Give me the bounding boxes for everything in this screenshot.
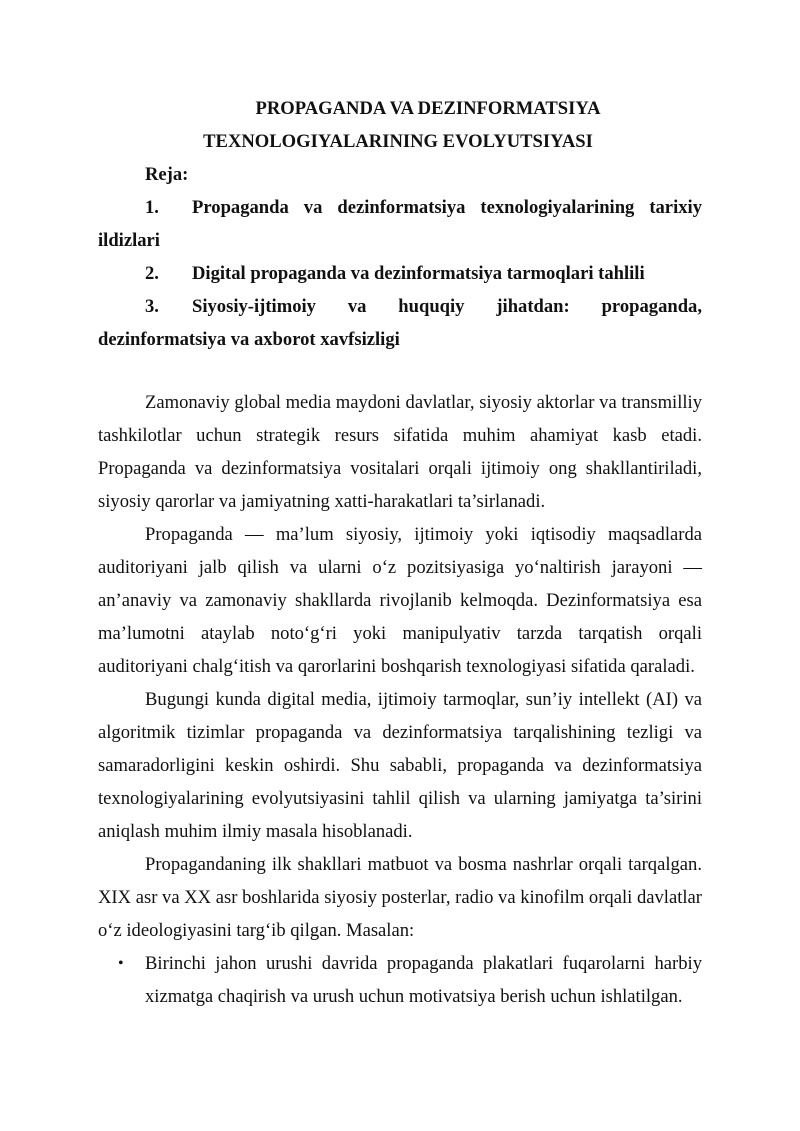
title-line-2: TEXNOLOGIYALARINING EVOLYUTSIYASI [203,131,593,152]
body-paragraph-1: Zamonaviy global media maydoni davlatlar, siyosiy aktorlar va transmilliy tashkilotlar uchun strategik resurs sifatida muhim ahamiyat kasb etadi. Propaganda va dezinformatsiya vositalari orqali ijtimoiy ong shakllantiriladi, siyosiy qarorlar va jamiyatning xatti-harakatlari ta’sirlanadi. [98,392,702,512]
plan-item-number: 1. [145,197,159,218]
plan-item-3 [98,290,702,356]
document-page [98,92,702,1013]
bullet-item-1 [98,947,702,1013]
plan-item-2 [98,257,702,290]
plan-item-text: Propaganda va dezinformatsiya texnologiyalarining tarixiy ildizlari [98,197,702,251]
bullet-text: Birinchi jahon urushi davrida propaganda plakatlari fuqarolarni harbiy xizmatga chaqirish va urush uchun motivatsiya berish uchun ishlatilgan. [145,953,702,1007]
bullet-marker: • [118,955,124,972]
bullet-list [98,947,702,1013]
document-title [98,92,702,158]
title-line-1: PROPAGANDA VA DEZINFORMATSIYA [255,98,601,119]
plan-item-text: Digital propaganda va dezinformatsiya tarmoqlari tahlili [192,263,645,284]
plan-item-text: Siyosiy-ijtimoiy va huquqiy jihatdan: propaganda, dezinformatsiya va axborot xavfsizligi [98,296,702,350]
body-paragraph-4: Propagandaning ilk shakllari matbuot va bosma nashrlar orqali tarqalgan. XIX asr va XX asr boshlarida siyosiy posterlar, radio va kinofilm orqali davlatlar o‘z ideologiyasini targ‘ib qilgan. Masalan: [98,854,702,941]
body-paragraph-2: Propaganda — ma’lum siyosiy, ijtimoiy yoki iqtisodiy maqsadlarda auditoriyani jalb qilish va ularni o‘z pozitsiyasiga yo‘naltirish jarayoni — an’anaviy va zamonaviy shakllarda rivojlanib kelmoqda. Dezinformatsiya esa ma’lumotni ataylab noto‘g‘ri yoki manipulyativ tarzda tarqatish orqali auditoriyani chalg‘itish va qarorlarini boshqarish texnologiyasi sifatida qaraladi. [98,524,702,677]
plan-item-1 [98,191,702,257]
plan-item-number: 2. [145,263,159,284]
body-paragraph-3: Bugungi kunda digital media, ijtimoiy tarmoqlar, sun’iy intellekt (AI) va algoritmik tizimlar propaganda va dezinformatsiya tarqalishining tezligi va samaradorligini keskin oshirdi. Shu sababli, propaganda va dezinformatsiya texnologiyalarining evolyutsiyasini tahlil qilish va ularning jamiyatga ta’sirini aniqlash muhim ilmiy masala hisoblanadi. [98,689,702,842]
plan-item-number: 3. [145,296,159,317]
section-spacer [98,356,702,386]
plan-heading: Reja: [145,164,189,185]
